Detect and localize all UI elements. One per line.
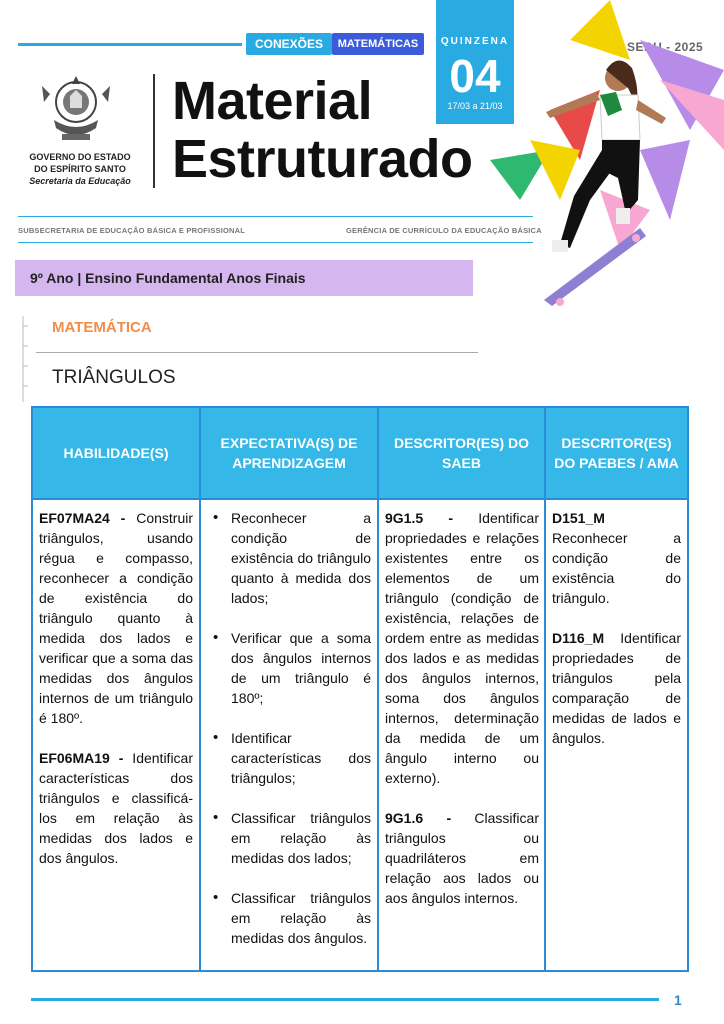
subheader-line-top xyxy=(18,216,533,217)
paebes-text: Reconhecer a condição de existência do triângulo. xyxy=(552,530,681,606)
header-paebes: DESCRITOR(ES) DO PAEBES / AMA xyxy=(554,435,679,471)
header-accent-line xyxy=(18,43,242,46)
habilidade-item xyxy=(39,748,193,868)
topic-title: TRIÂNGULOS xyxy=(52,367,176,388)
cell-saeb xyxy=(385,508,539,928)
state-crest-icon xyxy=(40,72,112,148)
expectativa-item: • Classificar triângulos em relação às medidas dos ângulos. xyxy=(209,888,371,948)
cell-paebes xyxy=(552,508,681,768)
habilidade-code: EF07MA24 - xyxy=(39,510,126,526)
badge-conexoes: CONEXÕES xyxy=(246,33,332,55)
paebes-item xyxy=(552,508,681,608)
gov-line-2: DO ESPÍRITO SANTO xyxy=(34,164,126,174)
paebes-item xyxy=(552,628,681,748)
saeb-item xyxy=(385,508,539,788)
saeb-code: 9G1.6 - xyxy=(385,810,452,826)
subject-divider xyxy=(36,352,478,353)
header-divider xyxy=(153,74,155,188)
gov-line-3: Secretaria da Educação xyxy=(29,176,131,186)
badge-matematicas: MATEMÁTICAS xyxy=(332,33,424,55)
header-saeb: DESCRITOR(ES) DO SAEB xyxy=(393,435,530,471)
table-header-divider xyxy=(33,498,687,500)
paebes-text: Identificar propriedades de triângulos pela comparação de medidas de lados e ângulos. xyxy=(552,630,681,746)
quinzena-dates: 17/03 a 21/03 xyxy=(447,101,503,111)
saeb-text: Identificar propriedades e relações existentes entre os elementos de um triângulo (condição de existência, relações de ordem entre as medidas dos lados e as medidas dos ângulos internos, soma dos ângulos internos, determinação da medida de um ângulo interno ou externo). xyxy=(385,510,539,786)
habilidade-text: Construir triângulos, usando régua e compasso, reconhecer a condição de existência do triângulo quanto à medida dos lados e verificar que a soma das medidas dos ângulos internos de um triângulo é 180º. xyxy=(39,510,194,726)
cell-habilidades xyxy=(39,508,193,888)
page-number: 1 xyxy=(674,992,682,1008)
curriculum-table xyxy=(31,406,689,972)
subject-label: MATEMÁTICA xyxy=(52,319,152,336)
subsecretaria-label: SUBSECRETARIA DE EDUCAÇÃO BÁSICA E PROFISSIONAL xyxy=(18,226,246,235)
subheader-line-bottom xyxy=(18,242,533,243)
expectativa-item: • Verificar que a soma dos ângulos internos de um triângulo é 180º; xyxy=(209,628,371,708)
footer-line xyxy=(31,998,659,1001)
grade-label: 9º Ano | Ensino Fundamental Anos Finais xyxy=(30,270,306,286)
habilidade-code: EF06MA19 - xyxy=(39,750,124,766)
sedu-label: SEDU - 2025 xyxy=(627,40,704,54)
header-habilidades: HABILIDADE(S) xyxy=(63,445,169,461)
expectativa-item: • Classificar triângulos em relação às medidas dos lados; xyxy=(209,808,371,868)
habilidade-text: Identificar características dos triângulos e classificá-los em relação às medidas dos lados e dos ângulos. xyxy=(39,750,193,866)
expectativa-item: • Reconhecer a condição de existência do triângulo quanto à medida dos lados; xyxy=(209,508,371,608)
cell-expectativas xyxy=(209,508,371,968)
expectativa-item: • Identificar características dos triângulos; xyxy=(209,728,371,788)
gov-line-1: GOVERNO DO ESTADO xyxy=(29,152,131,162)
saeb-code: 9G1.5 - xyxy=(385,510,454,526)
paebes-code: D151_M xyxy=(552,510,605,526)
saeb-text: Classificar triângulos ou quadriláteros em relação aos lados ou aos ângulos internos. xyxy=(385,810,539,906)
title-line-2: Estruturado xyxy=(172,129,473,189)
habilidade-item xyxy=(39,508,193,728)
ruler-decoration-icon xyxy=(21,316,29,402)
quinzena-label: QUINZENA xyxy=(440,36,510,47)
saeb-item xyxy=(385,808,539,908)
quinzena-number: 04 xyxy=(449,50,501,102)
skater-illustration-icon xyxy=(490,0,724,310)
paebes-code: D116_M xyxy=(552,630,605,646)
gerencia-label: GERÊNCIA DE CURRÍCULO DA EDUCAÇÃO BÁSICA xyxy=(346,226,542,235)
title-line-1: Material xyxy=(172,71,373,131)
header-expectativas: EXPECTATIVA(S) DE APRENDIZAGEM xyxy=(220,435,358,471)
